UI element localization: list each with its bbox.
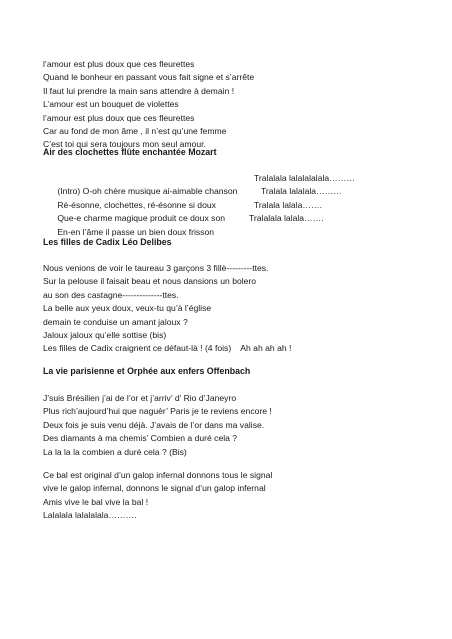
lyric-line: Sur la pelouse il faisait beau et nous dansions un bolero xyxy=(43,276,257,287)
lyric-text: En-en l’âme il passe un bien doux frisson xyxy=(57,226,215,237)
section-title: La vie parisienne et Orphée aux enfers Offenbach xyxy=(43,366,251,376)
verse-intro xyxy=(43,58,443,152)
lyric-line: L’amour est un bouquet de violettes xyxy=(43,99,179,110)
cadix-verses xyxy=(43,262,443,356)
lyric-line: J’suis Brésilien j’ai de l’or et j’arriv’ d’ Rio d’Janeyro xyxy=(43,393,237,403)
lyric-line: Plus rich’aujourd’hui que naguèr’ Paris je te reviens encore ! xyxy=(43,406,272,417)
lyric-line: vive le galop infernal, donnons le signal d’un galop infernal xyxy=(43,483,266,494)
lyric-line: Ce bal est original d’un galop infernal donnons tous le signal xyxy=(43,470,273,480)
lyric-line: Les filles de Cadix craignent ce défaut-là ! (4 fois) Ah ah ah ah ! xyxy=(43,343,292,354)
lyric-line: demain te conduise un amant jaloux ? xyxy=(43,316,188,327)
lyric-line: Jaloux jaloux qu’elle sottise (bis) xyxy=(43,329,167,340)
lyric-line: l’amour est plus doux que ces fleurettes xyxy=(43,112,195,123)
clochettes-verses xyxy=(43,172,443,237)
lyric-text: Ré-ésonne, clochettes, ré-ésonne si doux xyxy=(57,199,216,210)
refrain-text: Tralalala lalalalalala……… xyxy=(254,173,355,183)
lyric-line: Des diamants à ma chemis’ Combien a duré cela ? xyxy=(43,433,238,444)
lyric-line: au son des castagne--------------ttes. xyxy=(43,289,179,300)
lyric-line: La belle aux yeux doux, veux-tu qu’à l’église xyxy=(43,303,212,314)
lyric-line: Deux fois je suis venu déjà. J’avais de l’or dans ma valise. xyxy=(43,419,265,430)
lyric-line: Il faut lui prendre la main sans attendre à demain ! xyxy=(43,85,235,96)
section-title: Air des clochettes flûte enchantée Mozart xyxy=(43,147,217,157)
lyric-row xyxy=(43,185,443,210)
lyric-line: Nous venions de voir le taureau 3 garçons 3 fillè---------ttes. xyxy=(43,263,269,273)
lyric-line: Quand le bonheur en passant vous fait signe et s’arrête xyxy=(43,72,255,83)
lyric-line: C’est toi qui sera toujours mon seul amour. xyxy=(43,139,206,150)
refrain-text: Tralalala lalala……. xyxy=(249,213,324,224)
lyric-row xyxy=(43,212,443,237)
refrain-text: Tralala lalalala……… xyxy=(261,186,342,197)
offenbach-verses-2 xyxy=(43,469,443,523)
lyric-text: Que-e charme magique produit ce doux son xyxy=(57,213,226,224)
section-clochettes xyxy=(43,146,443,159)
lyric-text: (Intro) O-oh chère musique ai-aimable chanson xyxy=(57,186,238,197)
lyric-line: Lalalala lalalalala………. xyxy=(43,510,137,521)
refrain-text: Tralala lalala……. xyxy=(254,199,322,210)
section-title: Les filles de Cadix Léo Delibes xyxy=(43,237,172,247)
section-offenbach xyxy=(43,365,443,378)
lyric-line: Amis vive le bal vive la bal ! xyxy=(43,496,149,507)
lyric-row xyxy=(43,172,443,197)
lyric-line: La la la la combien a duré cela ? (Bis) xyxy=(43,446,187,457)
offenbach-verses xyxy=(43,392,443,459)
lyric-line: Car au fond de mon âme , il n’est qu’une femme xyxy=(43,125,227,136)
section-cadix xyxy=(43,236,443,249)
lyric-line: l’amour est plus doux que ces fleurettes xyxy=(43,59,195,69)
